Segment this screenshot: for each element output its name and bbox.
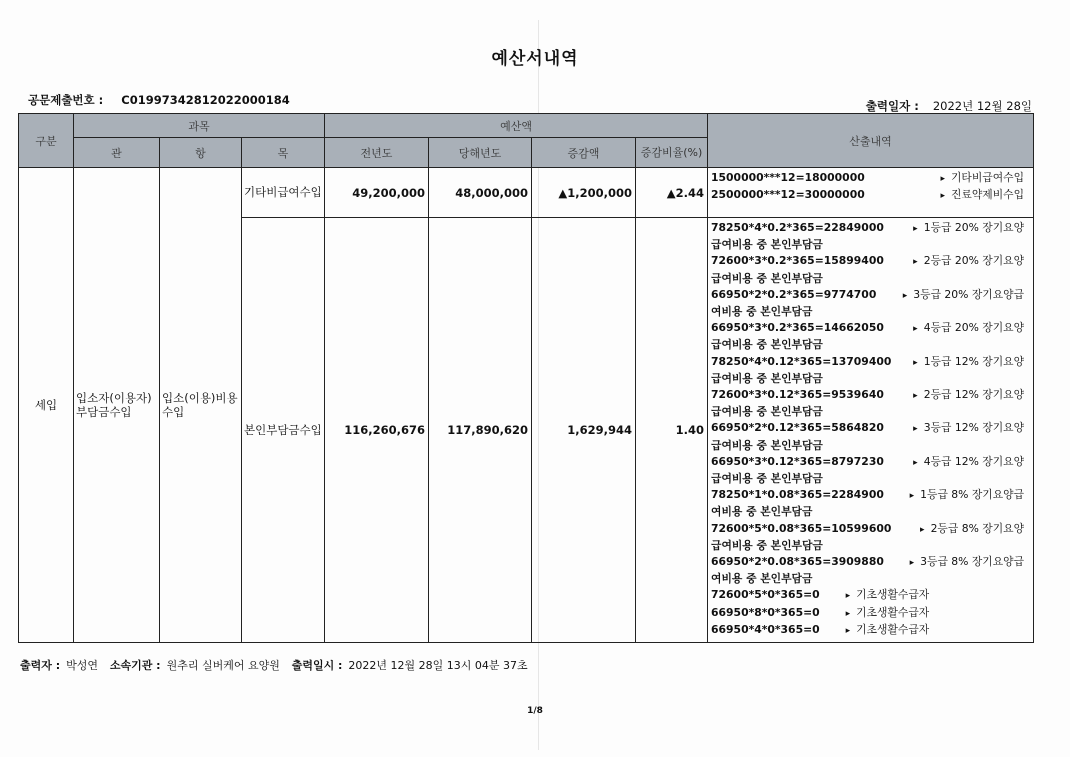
calc-desc: ▸ 2등급 20% 장기요양 xyxy=(913,253,1030,270)
calc-continuation: 여비용 중 본인부담금 xyxy=(711,305,813,319)
calc-continuation: 여비용 중 본인부담금 xyxy=(711,505,813,519)
prev-year-cell: 116,260,676 xyxy=(325,218,429,643)
calc-desc: ▸ 3등급 8% 장기요양급 xyxy=(910,554,1030,571)
calc-continuation: 급여비용 중 본인부담금 xyxy=(711,338,823,352)
calc-desc: ▸ 1등급 8% 장기요양급 xyxy=(910,487,1030,504)
calc-continuation: 급여비용 중 본인부담금 xyxy=(711,472,823,486)
header-gubun: 구분 xyxy=(19,114,74,168)
calc-formula: 66950*2*0.12*365=5864820 xyxy=(711,421,884,435)
calc-continuation: 급여비용 중 본인부담금 xyxy=(711,238,823,252)
mok-cell: 기타비급여수입 xyxy=(242,168,325,218)
ratio-cell: ▲2.44 xyxy=(636,168,708,218)
calc-desc: ▸ 2등급 12% 장기요양 xyxy=(913,387,1030,404)
gwan-cell: 입소자(이용자)부담금수입 xyxy=(74,168,160,643)
printer-label: 출력자 : xyxy=(20,659,61,672)
budget-table xyxy=(18,113,1034,643)
calc-line xyxy=(711,320,1030,337)
calc-line xyxy=(711,354,1030,371)
calc-line xyxy=(711,420,1030,437)
ratio-cell: 1.40 xyxy=(636,218,708,643)
calc-line xyxy=(711,487,1030,504)
calc-formula: 66950*8*0*365=0 xyxy=(711,605,820,619)
calc-formula: 66950*3*0.12*365=8797230 xyxy=(711,454,884,468)
calc-continuation: 급여비용 중 본인부담금 xyxy=(711,538,823,552)
calc-desc: ▸ 기초생활수급자 xyxy=(846,587,936,604)
print-date-label: 출력일자 : xyxy=(865,99,919,113)
datetime-label: 출력일시 : xyxy=(291,659,343,672)
calc-desc: ▸ 4등급 12% 장기요양 xyxy=(913,454,1030,471)
doc-number xyxy=(28,92,290,108)
footer xyxy=(20,657,536,673)
calc-continuation: 급여비용 중 본인부담금 xyxy=(711,371,823,385)
calc-line xyxy=(711,454,1030,471)
header-yesanaek: 예산액 xyxy=(325,114,708,138)
header-ratio: 증감비율(%) xyxy=(636,138,708,168)
header-gwan: 관 xyxy=(74,138,160,168)
header-calc: 산출내역 xyxy=(708,114,1034,168)
print-date xyxy=(866,98,1032,114)
calc-formula: 72600*5*0.08*365=10599600 xyxy=(711,521,892,535)
calc-desc: ▸ 기초생활수급자 xyxy=(846,622,936,639)
calc-formula: 72600*3*0.12*365=9539640 xyxy=(711,388,884,402)
org-name: 원추리 실버케어 요양원 xyxy=(166,659,280,672)
curr-year-cell: 117,890,620 xyxy=(429,218,532,643)
calc-desc: ▸ 진료약제비수입 xyxy=(940,187,1030,204)
calc-formula: 78250*4*0.2*365=22849000 xyxy=(711,221,884,234)
calc-formula: 78250*4*0.12*365=13709400 xyxy=(711,354,892,368)
calc-desc: ▸ 기타비급여수입 xyxy=(940,170,1030,187)
org-label: 소속기관 : xyxy=(109,659,161,672)
printer-name: 박성연 xyxy=(66,659,98,672)
page-number: 1/8 xyxy=(527,706,543,716)
calc-line xyxy=(711,587,1030,604)
calc-continuation: 급여비용 중 본인부담금 xyxy=(711,405,823,419)
header-prev-year: 전년도 xyxy=(325,138,429,168)
calc-line xyxy=(711,605,1030,622)
calc-continuation: 급여비용 중 본인부담금 xyxy=(711,438,823,452)
header-gwamok: 과목 xyxy=(74,114,325,138)
mok-cell: 본인부담금수입 xyxy=(242,218,325,643)
calc-continuation: 급여비용 중 본인부담금 xyxy=(711,271,823,285)
diff-cell: ▲1,200,000 xyxy=(532,168,636,218)
header-hang: 항 xyxy=(160,138,242,168)
calc-continuation: 여비용 중 본인부담금 xyxy=(711,572,813,586)
calc-desc: ▸ 4등급 20% 장기요양 xyxy=(913,320,1030,337)
calc-line xyxy=(711,170,1030,187)
calc-line xyxy=(711,622,1030,639)
calc-line xyxy=(711,253,1030,270)
calc-desc: ▸ 3등급 20% 장기요양급 xyxy=(903,287,1030,304)
calc-formula: 66950*2*0.2*365=9774700 xyxy=(711,287,877,301)
doc-number-value: C01997342812022000184 xyxy=(121,93,290,107)
print-datetime: 2022년 12월 28일 13시 04분 37초 xyxy=(348,659,528,672)
print-date-value: 2022년 12월 28일 xyxy=(932,99,1032,113)
hang-cell: 입소(이용)비용수입 xyxy=(160,168,242,643)
calc-formula: 72600*5*0*365=0 xyxy=(711,588,820,602)
calc-formula: 66950*2*0.08*365=3909880 xyxy=(711,555,884,569)
calc-line xyxy=(711,521,1030,538)
calc-cell xyxy=(708,168,1034,218)
header-curr-year: 당해년도 xyxy=(429,138,532,168)
calc-desc: ▸ 1등급 20% 장기요양 xyxy=(913,220,1030,237)
calc-formula: 78250*1*0.08*365=2284900 xyxy=(711,488,884,502)
curr-year-cell: 48,000,000 xyxy=(429,168,532,218)
calc-formula: 2500000***12=30000000 xyxy=(711,188,865,202)
calc-formula: 66950*4*0*365=0 xyxy=(711,622,820,636)
calc-desc: ▸ 기초생활수급자 xyxy=(846,605,936,622)
doc-number-label: 공문제출번호 : xyxy=(28,93,104,107)
calc-desc: ▸ 3등급 12% 장기요양 xyxy=(913,420,1030,437)
page-title: 예산서내역 xyxy=(491,49,579,69)
calc-line xyxy=(711,387,1030,404)
header-diff: 증감액 xyxy=(532,138,636,168)
calc-formula: 1500000***12=18000000 xyxy=(711,171,865,184)
calc-line xyxy=(711,220,1030,237)
calc-desc: ▸ 2등급 8% 장기요양 xyxy=(920,521,1030,538)
section-cell: 세입 xyxy=(19,168,74,643)
header-mok: 목 xyxy=(242,138,325,168)
calc-line xyxy=(711,554,1030,571)
calc-cell xyxy=(708,218,1034,643)
calc-desc: ▸ 1등급 12% 장기요양 xyxy=(913,354,1030,371)
calc-formula: 66950*3*0.2*365=14662050 xyxy=(711,321,884,335)
calc-line xyxy=(711,187,1030,204)
calc-line xyxy=(711,287,1030,304)
prev-year-cell: 49,200,000 xyxy=(325,168,429,218)
diff-cell: 1,629,944 xyxy=(532,218,636,643)
calc-formula: 72600*3*0.2*365=15899400 xyxy=(711,254,884,268)
